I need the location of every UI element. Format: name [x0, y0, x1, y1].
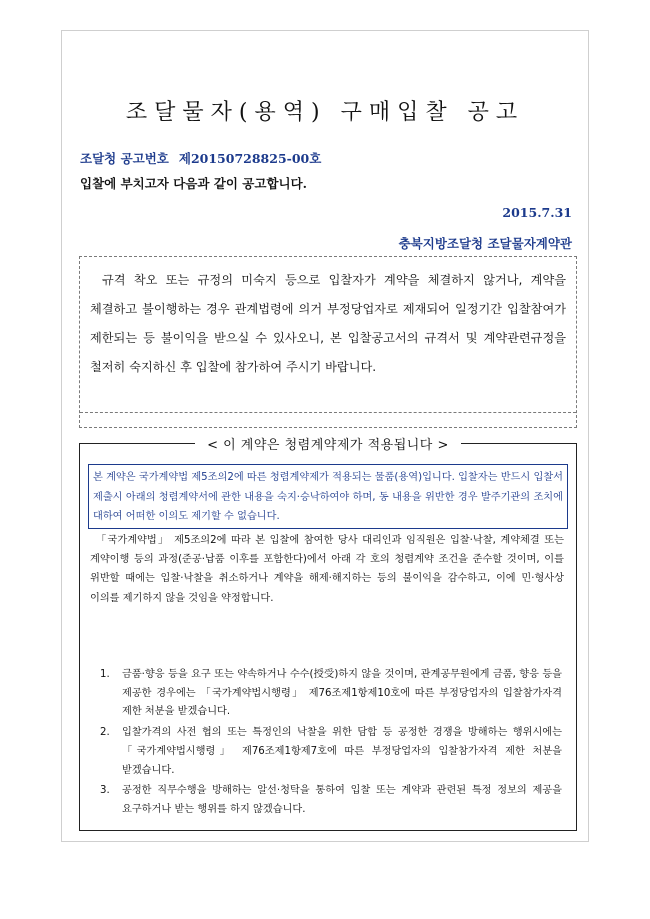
notice-date: 2015.7.31 [502, 205, 572, 220]
clean-contract-heading-text: < 이 계약은 청렴계약제가 적용됩니다 > [195, 438, 461, 453]
warning-box-inner [80, 257, 576, 413]
list-item [100, 782, 562, 819]
clean-contract-section [79, 438, 577, 831]
document-title: 조달물자(용역) 구매입찰 공고 [125, 100, 525, 125]
issuer-name: 충북지방조달청 조달물자계약관 [398, 236, 572, 251]
notice-number-line [80, 149, 321, 167]
clean-contract-heading [80, 434, 576, 453]
item-number: 3. [100, 785, 110, 797]
item-text: 공정한 직무수행을 방해하는 알선·청탁을 통하여 입찰 또는 계약과 관련된 특정 정보의 제공을 요구하거나 받는 행위를 하지 않겠습니다. [122, 785, 562, 815]
clean-contract-highlight: 본 계약은 국가계약법 제5조의2에 따른 청렴계약제가 적용되는 물품(용역)입니다. 입찰자는 반드시 입찰서 제출시 아래의 청렴계약서에 관한 내용을 숙지·승낙하여야 하며, 동 내용을 위반한 경우 발주기관의 조치에 대하여 어떠한 이의도 제기할 수 없습니다. [88, 464, 568, 529]
warning-box [79, 256, 577, 428]
intro-text: 입찰에 부치고자 다음과 같이 공고합니다. [80, 176, 308, 191]
document-page [61, 30, 589, 842]
list-item [100, 724, 562, 780]
clean-contract-items [100, 666, 562, 822]
notice-number: 제20150728825-00호 [178, 151, 322, 166]
notice-label: 조달청 공고번호 [80, 151, 169, 166]
clean-contract-body: 「국가계약법」 제5조의2에 따라 본 입찰에 참여한 당사 대리인과 임직원은 입찰·낙찰, 계약체결 또는 계약이행 등의 과정(준공·납품 이후를 포함한다)에서 아래 각 호의 청렴계약 조건을 준수할 것이며, 이를 위반할 때에는 입찰·낙찰을 취소하거나 계약을 해제·해지하는 등의 불이익을 감수하고, 이에 민·형사상 이의를 제기하지 않을 것임을 약정합니다. [90, 535, 564, 604]
list-item [100, 666, 562, 722]
item-number: 1. [100, 669, 110, 680]
item-text: 금품·향응 등을 요구 또는 약속하거나 수수(授受)하지 않을 것이며, 관계공무원에게 금품, 향응 등을 제공한 경우에는 「국가계약법시행령」 제76조제1항제10호에 따른 부정당업자의 입찰참가자격 제한 처분을 받겠습니다. [122, 669, 562, 718]
warning-text: 규격 착오 또는 규정의 미숙지 등으로 입찰자가 계약을 체결하지 않거나, 계약을 체결하고 불이행하는 경우 관계법령에 의거 부정당업자로 제재되어 일정기간 입찰참여가 제한되는 등 불이익을 받으실 수 있사오니, 본 입찰공고서의 규격서 및 계약관련규정을 철저히 숙지하신 후 입찰에 참가하여 주시기 바랍니다. [90, 273, 566, 374]
item-number: 2. [100, 727, 110, 739]
item-text: 입찰가격의 사전 협의 또는 특정인의 낙찰을 위한 담합 등 공정한 경쟁을 방해하는 행위시에는 「국가계약법시행령」 제76조제1항제7호에 따른 부정당업자의 입찰참가자격 제한 처분을 받겠습니다. [122, 727, 562, 776]
